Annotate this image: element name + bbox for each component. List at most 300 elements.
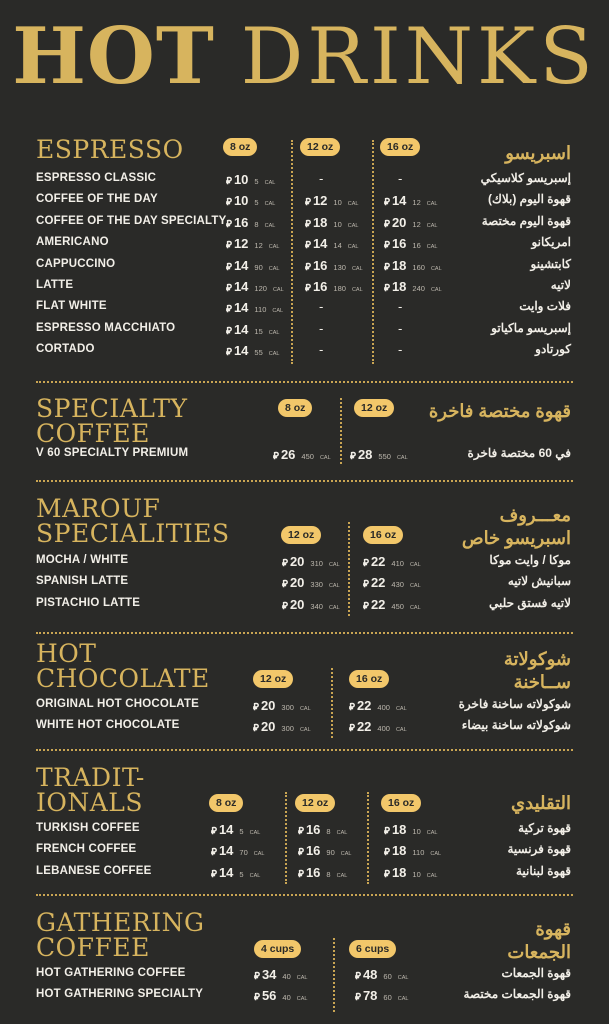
- riyal-icon: ⃁: [254, 992, 260, 1004]
- price-value: 16: [305, 843, 321, 859]
- calories-value: 8: [326, 869, 331, 879]
- calories-unit: CAL: [426, 201, 438, 208]
- unavailable-dash: -: [319, 320, 324, 336]
- riyal-icon: ⃁: [305, 218, 311, 230]
- item-name: FLAT WHITE: [36, 300, 107, 313]
- price-value: 22: [356, 698, 372, 713]
- calories-unit: CAL: [430, 265, 442, 272]
- price-value: 14: [218, 843, 234, 859]
- calories-unit: CAL: [340, 851, 352, 858]
- item-name: CAPPUCCINO: [36, 257, 116, 270]
- item-price: [298, 821, 347, 839]
- riyal-icon: ⃁: [298, 868, 304, 880]
- price-value: 16: [391, 236, 407, 252]
- riyal-icon: ⃁: [226, 197, 232, 209]
- size-pill: 16 oz: [381, 794, 421, 812]
- item-name-ar: امريكانو: [531, 235, 571, 250]
- menu-item-row: [0, 595, 609, 615]
- item-name-ar: في 60 مختصة فاخرة: [467, 446, 571, 460]
- riyal-icon: ⃁: [282, 558, 288, 569]
- price-value: 20: [289, 575, 305, 591]
- item-price: [349, 697, 407, 715]
- item-name-ar: قهوة الجمعات: [501, 966, 571, 980]
- item-price: [211, 821, 260, 839]
- riyal-icon: ⃁: [384, 197, 390, 209]
- riyal-icon: ⃁: [298, 826, 304, 837]
- riyal-icon: ⃁: [253, 702, 259, 713]
- riyal-icon: ⃁: [384, 240, 390, 252]
- calories-value: 12: [254, 241, 263, 251]
- calories-value: 16: [412, 241, 421, 251]
- riyal-icon: ⃁: [384, 847, 390, 859]
- item-price: [305, 235, 358, 253]
- calories-value: 8: [326, 827, 331, 836]
- menu-title-bold: HOT: [12, 11, 215, 102]
- item-price: [363, 596, 421, 614]
- item-price: [226, 235, 279, 253]
- menu-title: [0, 12, 609, 102]
- price-value: 14: [218, 864, 234, 880]
- item-price: [298, 864, 347, 882]
- price-value: 10: [233, 172, 249, 187]
- size-pill: 16 oz: [363, 526, 403, 544]
- section-title-espresso-ar: اسبريسو: [505, 143, 571, 163]
- menu-item-row: [0, 841, 609, 861]
- item-name: COFFEE OF THE DAY: [36, 193, 158, 206]
- price-value: 22: [356, 719, 372, 735]
- price-value: 56: [261, 988, 277, 1004]
- item-name-ar: قهوة اليوم مختصة: [481, 213, 571, 228]
- item-price: [355, 987, 408, 1005]
- calories-value: 310: [310, 559, 323, 568]
- section-title-marouf-ar-line1: معـــروف: [499, 505, 571, 525]
- section-divider: [36, 632, 573, 634]
- riyal-icon: ⃁: [226, 304, 232, 316]
- price-value: 34: [261, 967, 277, 982]
- item-price: [226, 214, 275, 232]
- price-value: 10: [233, 193, 249, 209]
- item-name-ar: موكا / وايت موكا: [489, 553, 571, 567]
- riyal-icon: ⃁: [226, 325, 232, 337]
- menu-item-row: [0, 277, 609, 297]
- menu-item-row: [0, 191, 609, 211]
- item-name-ar: قهوة لبنانية: [515, 863, 571, 878]
- riyal-icon: ⃁: [211, 868, 217, 880]
- calories-value: 60: [383, 993, 392, 1003]
- unavailable-dash: -: [398, 342, 403, 358]
- calories-unit: CAL: [430, 851, 442, 858]
- item-name-ar: شوكولاته ساخنة فاخرة: [458, 697, 571, 711]
- item-name-ar: لاتيه فستق حلبي: [489, 595, 571, 610]
- unavailable-dash: -: [319, 342, 324, 358]
- size-pill: 16 oz: [349, 670, 389, 688]
- price-value: 18: [391, 843, 407, 859]
- item-name: FRENCH COFFEE: [36, 843, 137, 856]
- item-name: PISTACHIO LATTE: [36, 596, 141, 609]
- item-price: [253, 697, 311, 715]
- price-value: 14: [312, 236, 328, 252]
- price-value: 18: [312, 214, 328, 230]
- size-pill: 12 oz: [295, 794, 335, 812]
- calories-value: 110: [412, 848, 425, 858]
- riyal-icon: ⃁: [349, 723, 355, 735]
- section-title-traditionals-line2: IONALS: [36, 788, 144, 817]
- item-price: [273, 446, 331, 464]
- calories-value: 330: [310, 580, 323, 590]
- calories-unit: CAL: [397, 975, 409, 981]
- item-price: [226, 257, 279, 275]
- menu-item-row: [0, 320, 609, 340]
- item-price: [282, 553, 340, 571]
- menu-item-row: [0, 298, 609, 318]
- menu-item-row: [0, 445, 609, 465]
- item-name: COFFEE OF THE DAY SPECIALTY: [36, 214, 227, 227]
- item-price: [298, 842, 351, 860]
- calories-unit: CAL: [409, 604, 421, 611]
- riyal-icon: ⃁: [384, 283, 390, 294]
- calories-value: 5: [254, 177, 259, 186]
- menu-item-row: [0, 256, 609, 276]
- item-name-ar: لاتيه: [550, 278, 571, 292]
- item-price: [350, 446, 408, 464]
- riyal-icon: ⃁: [211, 847, 217, 859]
- calories-unit: CAL: [426, 830, 438, 836]
- unavailable-dash: -: [319, 299, 324, 315]
- item-name: HOT GATHERING COFFEE: [36, 967, 186, 979]
- calories-value: 12: [412, 219, 421, 229]
- item-price: [355, 966, 408, 984]
- item-name-ar: كابتشينو: [530, 256, 571, 271]
- calories-unit: CAL: [347, 201, 359, 208]
- calories-unit: CAL: [264, 201, 276, 208]
- riyal-icon: ⃁: [226, 176, 232, 187]
- riyal-icon: ⃁: [273, 451, 279, 462]
- calories-unit: CAL: [396, 455, 408, 461]
- section-title-chocolate-line1: HOT: [36, 639, 97, 668]
- riyal-icon: ⃁: [226, 218, 232, 230]
- item-name-ar: قهوة فرنسية: [507, 842, 571, 857]
- calories-value: 70: [239, 848, 248, 858]
- item-price: [282, 596, 340, 614]
- calories-unit: CAL: [249, 830, 261, 836]
- calories-unit: CAL: [296, 996, 308, 1003]
- section-title-chocolate-line2: CHOCOLATE: [36, 664, 210, 693]
- item-price: [305, 257, 363, 275]
- item-name: V 60 SPECIALTY PREMIUM: [36, 447, 189, 459]
- calories-value: 550: [378, 452, 391, 461]
- price-value: 20: [260, 698, 276, 713]
- item-price: [384, 278, 442, 296]
- item-price: [254, 987, 307, 1005]
- calories-unit: CAL: [268, 244, 280, 251]
- section-title-traditionals-ar: التقليدي: [511, 793, 571, 813]
- calories-value: 450: [301, 452, 314, 461]
- price-value: 20: [289, 554, 305, 569]
- calories-unit: CAL: [268, 265, 280, 272]
- item-name-ar: قهوة الجمعات مختصة: [463, 987, 571, 1002]
- calories-unit: CAL: [397, 996, 409, 1003]
- section-divider: [36, 749, 573, 751]
- calories-unit: CAL: [351, 287, 363, 293]
- item-price: [226, 342, 279, 360]
- calories-value: 120: [254, 284, 267, 293]
- item-name: ORIGINAL HOT CHOCOLATE: [36, 698, 200, 710]
- calories-value: 55: [254, 348, 263, 358]
- calories-value: 15: [254, 326, 263, 336]
- price-value: 12: [233, 236, 249, 252]
- section-title-marouf-ar-line2: اسبريسو خاص: [461, 528, 571, 548]
- calories-unit: CAL: [296, 975, 308, 981]
- calories-unit: CAL: [328, 583, 340, 590]
- unavailable-dash: -: [398, 171, 403, 186]
- price-value: 16: [305, 822, 321, 837]
- calories-value: 340: [310, 601, 323, 611]
- size-pill: 8 oz: [209, 794, 243, 812]
- price-value: 78: [362, 988, 378, 1004]
- item-price: [384, 864, 437, 882]
- item-price: [384, 192, 437, 210]
- size-pill: 4 cups: [254, 940, 301, 958]
- price-value: 16: [312, 257, 328, 273]
- price-value: 18: [391, 279, 407, 294]
- item-name: AMERICANO: [36, 236, 109, 249]
- item-price: [253, 718, 311, 736]
- calories-value: 5: [254, 198, 259, 208]
- item-name-ar: سبانيش لاتيه: [507, 574, 571, 589]
- riyal-icon: ⃁: [305, 240, 311, 252]
- calories-value: 5: [239, 827, 244, 836]
- size-pill: 16 oz: [380, 138, 420, 156]
- item-price: [384, 235, 437, 253]
- price-value: 48: [362, 967, 378, 982]
- riyal-icon: ⃁: [226, 261, 232, 273]
- calories-unit: CAL: [319, 455, 331, 461]
- menu-item-row: [0, 234, 609, 254]
- calories-value: 90: [326, 848, 335, 858]
- price-value: 18: [391, 257, 407, 273]
- item-name-ar: إسبريسو كلاسيكي: [480, 171, 571, 185]
- calories-unit: CAL: [299, 727, 311, 734]
- section-divider: [36, 480, 573, 482]
- price-value: 16: [312, 279, 328, 294]
- riyal-icon: ⃁: [254, 971, 260, 982]
- item-name: ESPRESSO MACCHIATO: [36, 321, 176, 334]
- price-value: 14: [233, 343, 249, 359]
- section-title-gathering-line2: COFFEE: [36, 933, 150, 962]
- price-value: 16: [233, 214, 249, 230]
- item-price: [384, 214, 437, 232]
- item-name-ar: شوكولاته ساخنة بيضاء: [461, 718, 571, 733]
- menu-item-row: [0, 717, 609, 737]
- price-value: 20: [289, 596, 305, 612]
- unavailable-dash: -: [398, 320, 403, 336]
- calories-unit: CAL: [253, 851, 265, 858]
- item-name-ar: قهوة تركية: [518, 821, 571, 835]
- riyal-icon: ⃁: [384, 218, 390, 230]
- riyal-icon: ⃁: [298, 847, 304, 859]
- section-title-marouf-line1: MAROUF: [36, 494, 161, 523]
- item-price: [226, 171, 275, 189]
- size-pill: 6 cups: [349, 940, 396, 958]
- size-pill: 12 oz: [354, 399, 394, 417]
- item-price: [211, 864, 260, 882]
- item-price: [363, 574, 421, 592]
- price-value: 14: [218, 822, 234, 837]
- calories-value: 110: [254, 305, 267, 315]
- section-title-marouf-line2: SPECIALITIES: [36, 519, 230, 548]
- price-value: 20: [260, 719, 276, 735]
- riyal-icon: ⃁: [282, 600, 288, 612]
- calories-unit: CAL: [264, 222, 276, 229]
- item-name-ar: كورتادو: [535, 342, 571, 357]
- calories-unit: CAL: [347, 222, 359, 229]
- riyal-icon: ⃁: [305, 283, 311, 294]
- calories-value: 240: [412, 284, 425, 293]
- size-pill: 12 oz: [253, 670, 293, 688]
- item-price: [226, 278, 284, 296]
- price-value: 12: [312, 193, 328, 209]
- calories-unit: CAL: [426, 222, 438, 229]
- calories-value: 10: [412, 869, 421, 879]
- unavailable-dash: -: [319, 171, 324, 186]
- calories-value: 430: [391, 580, 404, 590]
- calories-unit: CAL: [395, 727, 407, 734]
- item-price: [226, 192, 275, 210]
- calories-unit: CAL: [272, 308, 284, 315]
- riyal-icon: ⃁: [363, 600, 369, 612]
- price-value: 14: [233, 279, 249, 294]
- riyal-icon: ⃁: [226, 347, 232, 359]
- calories-unit: CAL: [351, 265, 363, 272]
- calories-value: 5: [239, 869, 244, 879]
- item-name: HOT GATHERING SPECIALTY: [36, 988, 204, 1001]
- calories-value: 300: [281, 703, 294, 712]
- price-value: 14: [233, 257, 249, 273]
- calories-value: 12: [412, 198, 421, 208]
- riyal-icon: ⃁: [349, 702, 355, 713]
- section-title-chocolate-ar-line1: شوكولاتة: [503, 649, 571, 669]
- menu-item-row: [0, 552, 609, 572]
- menu-item-row: [0, 965, 609, 985]
- calories-value: 410: [391, 559, 404, 568]
- menu-title-light: DRINKS: [240, 12, 597, 102]
- item-price: [305, 214, 358, 232]
- calories-unit: CAL: [426, 872, 438, 879]
- calories-unit: CAL: [430, 287, 442, 293]
- item-name: MOCHA / WHITE: [36, 554, 129, 566]
- price-value: 16: [305, 864, 321, 880]
- menu-item-row: [0, 863, 609, 883]
- price-value: 18: [391, 822, 407, 837]
- calories-unit: CAL: [336, 872, 348, 879]
- item-price: [226, 321, 279, 339]
- menu-item-row: [0, 170, 609, 190]
- section-title-specialty-ar: قهوة مختصة فاخرة: [428, 401, 571, 421]
- item-price: [363, 553, 421, 571]
- calories-unit: CAL: [409, 562, 421, 568]
- unavailable-dash: -: [398, 299, 403, 315]
- price-value: 22: [370, 575, 386, 591]
- calories-unit: CAL: [426, 244, 438, 251]
- item-price: [384, 257, 442, 275]
- section-title-specialty-line1: SPECIALTY: [36, 394, 188, 423]
- calories-value: 160: [412, 262, 425, 272]
- riyal-icon: ⃁: [226, 240, 232, 252]
- menu-item-row: [0, 213, 609, 233]
- riyal-icon: ⃁: [305, 197, 311, 209]
- calories-value: 40: [282, 993, 291, 1003]
- size-pill: 8 oz: [223, 138, 257, 156]
- calories-value: 60: [383, 972, 392, 981]
- item-price: [384, 821, 437, 839]
- item-name: TURKISH COFFEE: [36, 822, 140, 834]
- item-price: [254, 966, 307, 984]
- riyal-icon: ⃁: [355, 971, 361, 982]
- item-price: [282, 574, 340, 592]
- item-name: SPANISH LATTE: [36, 575, 129, 588]
- calories-unit: CAL: [409, 583, 421, 590]
- section-title-chocolate-ar-line2: ســاخنة: [513, 672, 571, 692]
- section-title-specialty-line2: COFFEE: [36, 419, 150, 448]
- menu-item-row: [0, 573, 609, 593]
- price-value: 18: [391, 864, 407, 880]
- calories-unit: CAL: [328, 562, 340, 568]
- calories-value: 90: [254, 262, 263, 272]
- riyal-icon: ⃁: [363, 558, 369, 569]
- price-value: 22: [370, 596, 386, 612]
- riyal-icon: ⃁: [253, 723, 259, 735]
- calories-value: 400: [377, 703, 390, 712]
- riyal-icon: ⃁: [211, 826, 217, 837]
- item-name-ar: قهوة اليوم (بلاك): [487, 192, 571, 207]
- size-pill: 12 oz: [281, 526, 321, 544]
- item-name: ESPRESSO CLASSIC: [36, 172, 157, 184]
- item-price: [384, 842, 441, 860]
- calories-unit: CAL: [336, 830, 348, 836]
- item-name: LEBANESE COFFEE: [36, 864, 152, 877]
- menu-item-row: [0, 986, 609, 1006]
- calories-unit: CAL: [347, 244, 359, 251]
- item-price: [305, 278, 363, 296]
- calories-value: 10: [412, 827, 421, 836]
- menu-item-row: [0, 820, 609, 840]
- calories-unit: CAL: [299, 706, 311, 712]
- riyal-icon: ⃁: [350, 451, 356, 462]
- menu-item-row: [0, 696, 609, 716]
- item-price: [349, 718, 407, 736]
- section-title-traditionals-line1: TRADIT-: [36, 763, 145, 792]
- item-name-ar: إسبريسو ماكياتو: [491, 320, 571, 335]
- price-value: 20: [391, 214, 407, 230]
- calories-unit: CAL: [264, 180, 276, 186]
- price-value: 14: [233, 321, 249, 337]
- menu-item-row: [0, 341, 609, 361]
- price-value: 14: [391, 193, 407, 209]
- calories-value: 130: [333, 262, 346, 272]
- calories-value: 10: [333, 198, 342, 208]
- item-name: CORTADO: [36, 343, 95, 356]
- section-title-gathering-line1: GATHERING: [36, 908, 205, 937]
- calories-value: 14: [333, 241, 342, 251]
- price-value: 26: [280, 447, 296, 462]
- section-divider: [36, 894, 573, 896]
- calories-value: 10: [333, 219, 342, 229]
- calories-value: 40: [282, 972, 291, 981]
- calories-unit: CAL: [249, 872, 261, 879]
- section-title-gathering-ar-line2: الجمعات: [507, 942, 571, 962]
- item-price: [211, 842, 264, 860]
- calories-unit: CAL: [268, 351, 280, 358]
